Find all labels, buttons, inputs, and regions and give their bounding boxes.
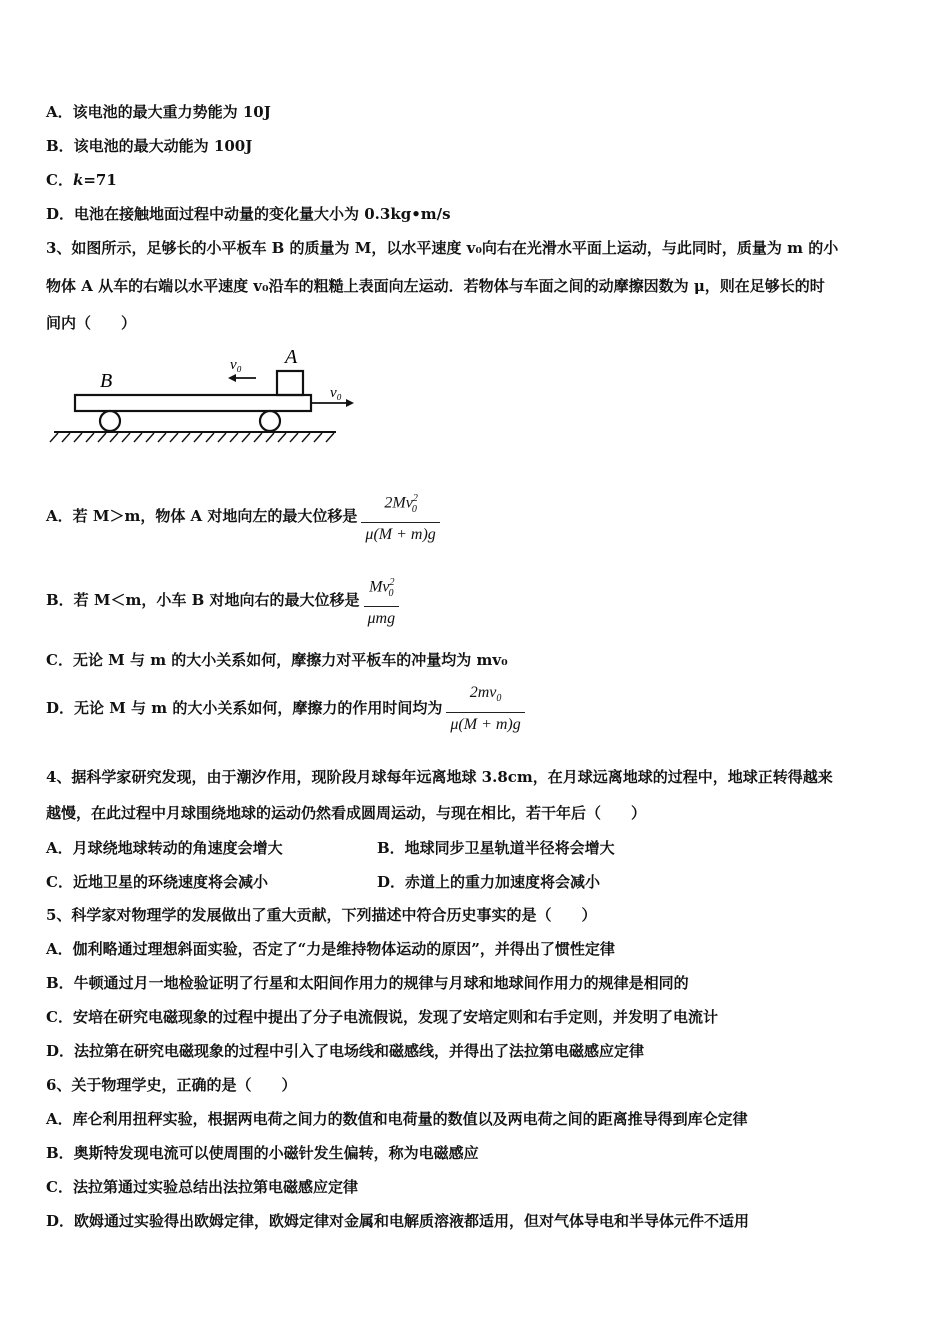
q3-option-a-denominator: μ(M + m)g (365, 525, 436, 543)
q6-option-b: B．奥斯特发现电流可以使周围的小磁针发生偏转，称为电磁感应 (46, 1144, 479, 1162)
ground-hatching (50, 433, 334, 442)
q2-option-b: B．该电池的最大动能为 100J (46, 137, 253, 155)
label-v-right: v₀ (330, 385, 342, 401)
q2-option-d: D．电池在接触地面过程中动量的变化量大小为 0.3kg•m/s (46, 205, 451, 223)
q3-option-a (46, 488, 440, 545)
q3-option-b-fraction: $\frac{Mv^2_0}{\text{μmg}}$ (364, 573, 400, 629)
q6-option-d: D．欧姆通过实验得出欧姆定律，欧姆定律对金属和电解质溶液都适用，但对气体导电和半导体元件不适用 (46, 1212, 750, 1230)
q3-option-d-numerator: 2mv (469, 684, 497, 702)
q3-option-a-text: A．若 M＞m，物体 A 对地向左的最大位移是 (46, 507, 358, 525)
label-b: B (100, 370, 113, 392)
q6-option-c: C．法拉第通过实验总结出法拉第电磁感应定律 (46, 1178, 358, 1196)
q3-option-d-denominator: μ(M + m)g (450, 715, 521, 733)
q5-option-b: B．牛顿通过月一地检验证明了行星和太阳间作用力的规律与月球和地球间作用力的规律是相同的 (46, 974, 689, 992)
q4-option-d: D．赤道上的重力加速度将会减小 (377, 873, 601, 891)
q3-option-b-numerator: Mv (369, 578, 390, 596)
q6-option-a: A．库仑利用扭秤实验，根据两电荷之间力的数值和电荷量的数值以及两电荷之间的距离推导得到库仑定律 (46, 1110, 748, 1128)
q4-stem-line1: 4、据科学家研究发现，由于潮汐作用，现阶段月球每年远离地球 3.8cm，在月球远离地球的过程中，地球正转得越来 (46, 768, 833, 786)
q2-option-a: A．该电池的最大重力势能为 10J (46, 103, 271, 121)
q5-option-a: A．伽利略通过理想斜面实验，否定了“力是维持物体运动的原因”，并得出了惯性定律 (46, 940, 615, 958)
q4-stem-line2: 越慢，在此过程中月球围绕地球的运动仍然看成圆周运动，与现在相比，若干年后（ ） (46, 804, 647, 822)
q4-option-c: C．近地卫星的环绕速度将会减小 (46, 873, 268, 891)
q5-stem: 5、科学家对物理学的发展做出了重大贡献，下列描述中符合历史事实的是（ ） (46, 906, 597, 924)
block-a (277, 371, 303, 395)
q3-option-d-fraction: $\frac{2mv_0}{\mu(M + m)g}$ (446, 683, 524, 734)
q3-option-b-denominator: μmg (367, 609, 396, 627)
q2-option-c (46, 170, 117, 190)
q3-stem-line1: 3、如图所示，足够长的小平板车 B 的质量为 M，以水平速度 v₀向右在光滑水平面上运动，与此同时，质量为 m 的小 (46, 239, 839, 257)
q3-figure (44, 345, 364, 445)
q4-option-b: B．地球同步卫星轨道半径将会增大 (377, 839, 615, 857)
wheel-right (260, 411, 280, 431)
q3-option-d-text: D．无论 M 与 m 的大小关系如何，摩擦力的作用时间均为 (46, 699, 443, 717)
board-b (75, 395, 311, 411)
q2-option-c-var: k (72, 171, 84, 189)
q3-option-b-text: B．若 M＜m，小车 B 对地向右的最大位移是 (46, 591, 360, 609)
q3-option-a-numerator: 2Mv (384, 494, 413, 512)
q3-option-b (46, 572, 399, 629)
wheel-left (100, 411, 120, 431)
q5-option-c: C．安培在研究电磁现象的过程中提出了分子电流假说，发现了安培定则和右手定则，并发明了电流计 (46, 1008, 718, 1026)
label-v-left: v₀ (230, 357, 242, 373)
arrow-right-head (346, 399, 354, 407)
q4-option-a: A．月球绕地球转动的角速度会增大 (46, 839, 283, 857)
q2-option-c-rest: =71 (83, 171, 117, 189)
q3-option-a-fraction: $\frac{2Mv^2_0}{\mu(M + m)g}$ (361, 489, 439, 545)
q5-option-d: D．法拉第在研究电磁现象的过程中引入了电场线和磁感线，并得出了法拉第电磁感应定律 (46, 1042, 645, 1060)
q3-option-d (46, 680, 525, 736)
q2-option-c-prefix: C． (46, 171, 73, 189)
q3-option-c: C．无论 M 与 m 的大小关系如何，摩擦力对平板车的冲量均为 mv₀ (46, 651, 508, 669)
label-a: A (285, 346, 298, 368)
arrow-left-head (228, 374, 236, 382)
q3-stem-line3: 间内（ ） (46, 314, 137, 332)
q3-stem-line2: 物体 A 从车的右端以水平速度 v₀沿车的粗糙上表面向左运动．若物体与车面之间的动摩擦因数为 μ，则在足够长的时 (46, 277, 825, 295)
q6-stem: 6、关于物理学史，正确的是（ ） (46, 1076, 297, 1094)
